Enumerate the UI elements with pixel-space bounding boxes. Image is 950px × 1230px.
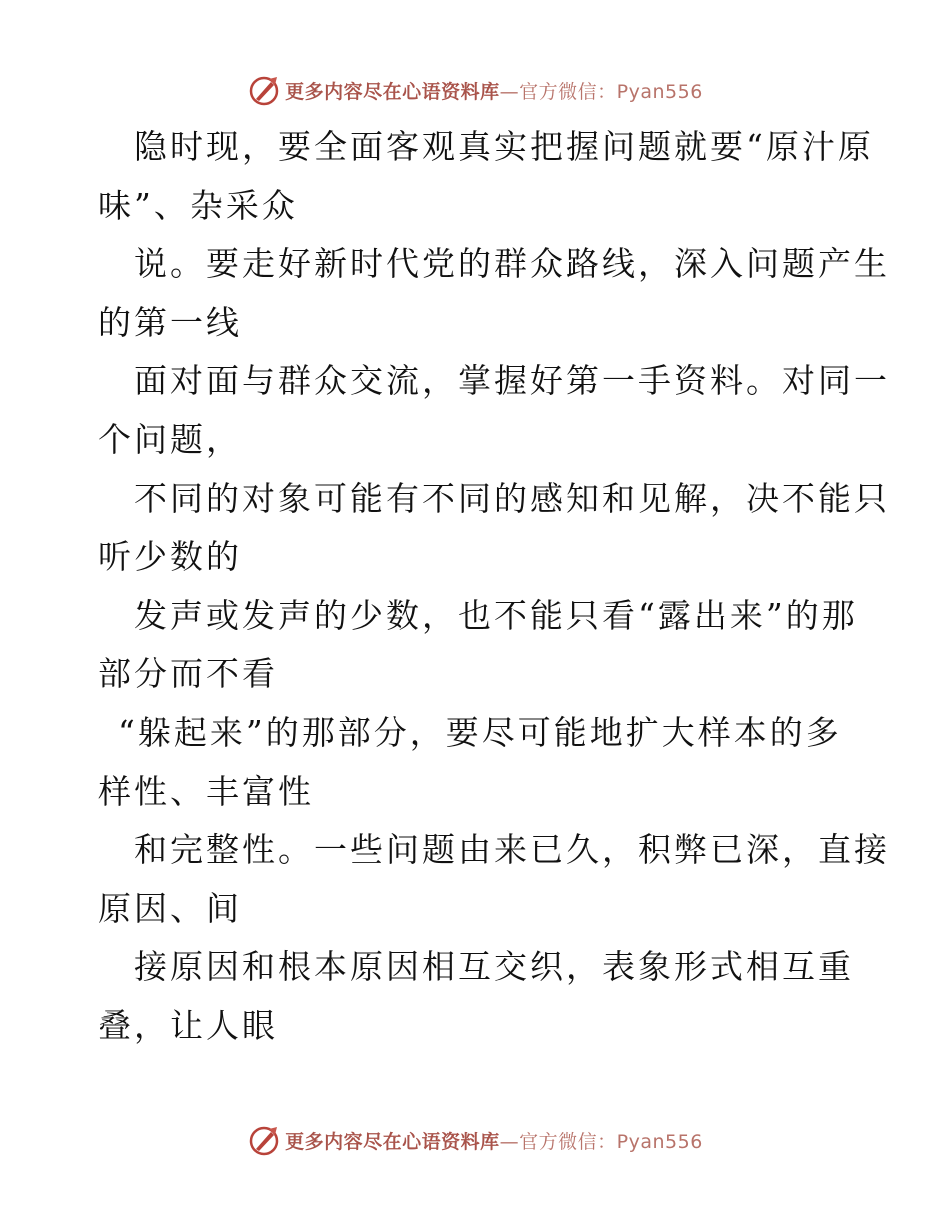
quill-seal-icon (247, 1123, 281, 1157)
text-line: 隐时现，要全面客观真实把握问题就要“原汁原 (134, 127, 874, 166)
text-line: 说。要走好新时代党的群众路线，深入问题产生 (134, 244, 890, 284)
text-line: 的第一线 (98, 302, 242, 342)
banner-text (285, 77, 703, 104)
banner-dash: — (499, 80, 520, 103)
text-line: 面对面与群众交流，掌握好第一手资料。对同一 (134, 361, 890, 401)
banner-brand: 更多内容尽在心语资料库 (285, 80, 500, 103)
text-line: 原因、间 (98, 888, 242, 928)
text-line: 听少数的 (98, 537, 242, 577)
text-line: 样性、丰富性 (98, 771, 314, 811)
text-line: 和完整性。一些问题由来已久，积弊已深，直接 (134, 830, 890, 870)
text-line: 不同的对象可能有不同的感知和见解，决不能只 (134, 478, 890, 518)
banner-suffix: 官方微信：Pyan556 (519, 80, 703, 103)
header-banner (0, 70, 950, 110)
quill-seal-icon (247, 73, 281, 107)
text-line: “躲起来”的那部分，要尽可能地扩大样本的多 (118, 712, 842, 752)
text-line: 部分而不看 (98, 654, 278, 694)
banner-text (285, 1127, 703, 1154)
footer-banner (0, 1120, 950, 1160)
text-line: 叠，让人眼 (98, 1005, 278, 1045)
text-line: 接原因和根本原因相互交织，表象形式相互重 (134, 947, 854, 987)
text-line: 味”、杂采众 (98, 185, 298, 225)
banner-dash: — (499, 1130, 520, 1153)
document-body (98, 118, 890, 1056)
banner-suffix: 官方微信：Pyan556 (519, 1130, 703, 1153)
text-line: 个问题， (98, 419, 242, 459)
banner-brand: 更多内容尽在心语资料库 (285, 1130, 500, 1153)
text-line: 发声或发声的少数，也不能只看“露出来”的那 (134, 595, 858, 635)
